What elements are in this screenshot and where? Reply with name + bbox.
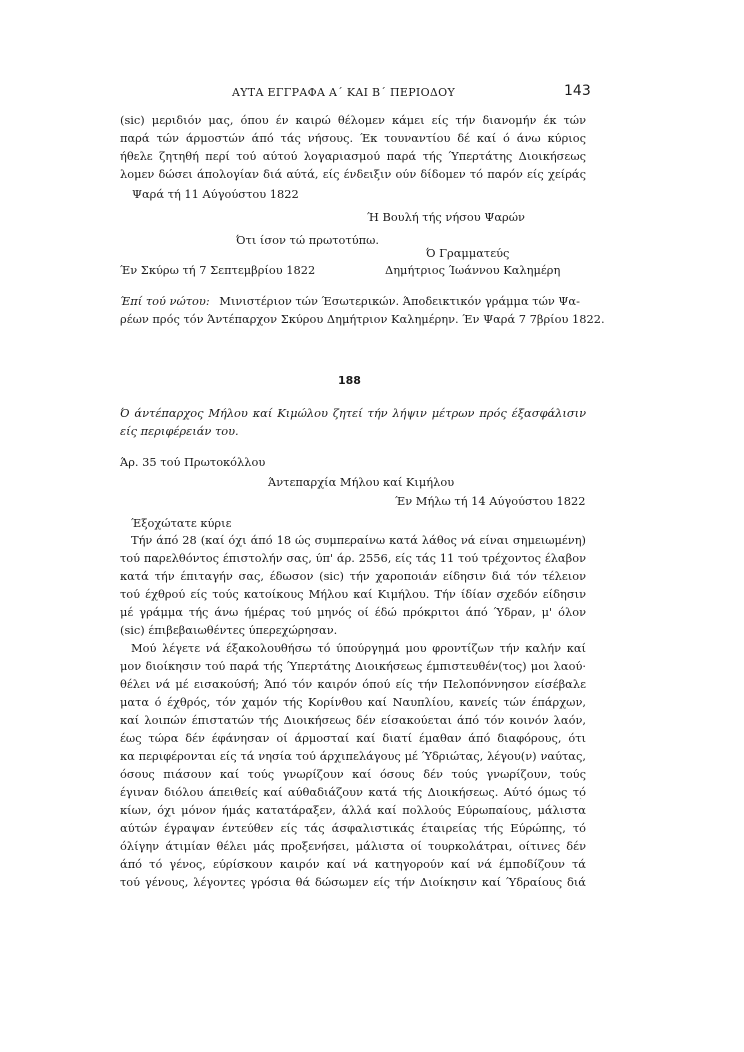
paragraph-line: Τήν άπό 28 (καί όχι άπό 18 ώς συμπεραίνω κατά λάθος νά είναι σημειωμένη) — [131, 533, 586, 547]
paragraph-line: Μού λέγετε νά έξακολουθήσω τό ύπούργημά μου φροντίζων τήν καλήν καί — [131, 641, 586, 655]
verso-text: Μινιστέριον τών Έσωτερικών. Άποδεικτικόν γράμμα τών Ψα- — [219, 294, 580, 308]
paragraph-line: όσους πιάσουν καί τούς γνωρίζουν καί όσους δέν τούς γνωρίζουν, τούς — [120, 767, 586, 781]
place-date: Ψαρά τή 11 Αύγούστου 1822 — [132, 187, 299, 201]
secretary-name: Δημήτριος Ίωάννου Καλημέρη — [385, 263, 561, 277]
signature: Ή Βουλή τής νήσου Ψαρών — [367, 210, 525, 224]
salutation: Έξοχώτατε κύριε — [131, 516, 232, 530]
copy-place-date: Έν Σκύρω τή 7 Σεπτεμβρίου 1822 — [120, 263, 316, 277]
paragraph-line: έως τώρα δέν έφάνησαν οί άρμοσταί καί διατί έμαθαν άπό διαφόρους, ότι — [120, 731, 586, 745]
paragraph-line: τού γένους, λέγοντες γρόσια θά δώσωμεν είς τήν Διοίκησιν καί Ύδραίους διά — [120, 875, 586, 889]
paragraph-line: τού παρελθόντος έπιστολήν σας, ύπ' άρ. 2556, είς τάς 11 τού τρέχοντος έλαβον — [120, 551, 586, 565]
copy-note: Ότι ίσον τώ πρωτοτύπω. — [236, 233, 380, 247]
paragraph-line: έγιναν διόλου άπειθείς καί αύθαδιάζουν κατά τής Διοικήσεως. Αύτό όμως τό — [120, 785, 586, 799]
secretary-title: Ό Γραμματεύς — [426, 246, 510, 260]
protocol-number: Άρ. 35 τού Πρωτοκόλλου — [120, 455, 266, 469]
paragraph-line: θέλει νά μέ εισακούσή; Άπό τόν καιρόν όπού είς τήν Πελοπόννησον είσέβαλε — [120, 677, 586, 691]
paragraph-line: άπό τό γένος, εύρίσκουν καιρόν καί νά κατηγορούν καί νά έμποδίζουν τά — [120, 857, 586, 871]
paragraph-line: καί λοιπών έπιστατών τής Διοικήσεως δέν είσακούεται άπό τόν κοινόν λαόν, — [120, 713, 586, 727]
text-line: (sic) μεριδιόν μας, όπου έν καιρώ θέλομεν κάμει είς τήν διανομήν έκ τών — [120, 113, 586, 127]
paragraph-line: μέ γράμμα τής άνω ήμέρας τού μηνός οί έδώ πρόκριτοι άπό Ύδραν, μ' όλον — [120, 605, 586, 619]
letter-place-date: Έν Μήλω τή 14 Αύγούστου 1822 — [395, 494, 586, 508]
page-number: 143 — [564, 83, 591, 99]
paragraph-line: μον διοίκησιν τού παρά τής Ύπερτάτης Διοικήσεως έμπιστευθέν(τος) μοι λαού· — [120, 659, 586, 673]
text-line: λομεν δώσει άπολογίαν διά αύτά, είς ένδειξιν ούν δίδομεν τό παρόν είς χείράς — [120, 167, 586, 181]
office-title: Άντεπαρχία Μήλου καί Κιμήλου — [268, 475, 455, 489]
document-number: 188 — [338, 374, 361, 387]
paragraph-line: όλίγην άτιμίαν θέλει μάς προξενήσει, μάλιστα οί τουρκολάτραι, οίτινες δέν — [120, 839, 586, 853]
summary-line: είς περιφέρειάν του. — [120, 424, 239, 438]
paragraph-line: τού έχθρού είς τούς κατοίκους Μήλου καί Κιμήλου. Τήν ίδίαν σχεδόν είδησιν — [120, 587, 586, 601]
verso-line: ρέων πρός τόν Άντέπαρχον Σκύρου Δημήτριον Καλημέρην. Έν Ψαρά 7 7βρίου 1822. — [120, 312, 605, 326]
paragraph-line: κίων, όχι μόνον ήμάς κατατάραξεν, άλλά καί πολλούς Εύρωπαίους, μάλιστα — [120, 803, 586, 817]
paragraph-line: αύτών έγραψαν έντεύθεν είς τάς άσφαλιστικάς έταιρείας τής Εύρώπης, τό — [120, 821, 586, 835]
text-line: ήθελε ζητηθή περί τού αύτού λογαριασμού παρά τής Ύπερτάτης Διοικήσεως — [120, 149, 586, 163]
running-header: ΑΥΤΑ ΕΓΓΡΑΦΑ Α΄ ΚΑΙ Β΄ ΠΕΡΙΟΔΟΥ — [232, 86, 456, 99]
verso-label: Έπί τού νώτου: — [120, 294, 210, 308]
paragraph-line: κατά τήν έπιταγήν σας, έδωσον (sic) τήν χαροποιάν είδησιν διά τόν τέλειον — [120, 569, 586, 583]
paragraph-line: κα περιφέρονται είς τά νησία τού άρχιπελάγους μέ Ύδριώτας, λέγου(ν) ναύτας, — [120, 749, 586, 763]
paragraph-line: ματα ό έχθρός, τόν χαμόν τής Κορίνθου καί Ναυπλίου, κανείς τών έπάρχων, — [120, 695, 586, 709]
text-line: παρά τών άρμοστών άπό τάς νήσους. Έκ τουναντίου δέ καί ό άνω κύριος — [120, 131, 586, 145]
summary-line: Ό άντέπαρχος Μήλου καί Κιμώλου ζητεί τήν λήψιν μέτρων πρός έξασφάλισιν — [120, 406, 586, 420]
verso-line — [120, 294, 586, 308]
paragraph-line: (sic) έπιβεβαιωθέντες ύπερεχώρησαν. — [120, 623, 338, 637]
